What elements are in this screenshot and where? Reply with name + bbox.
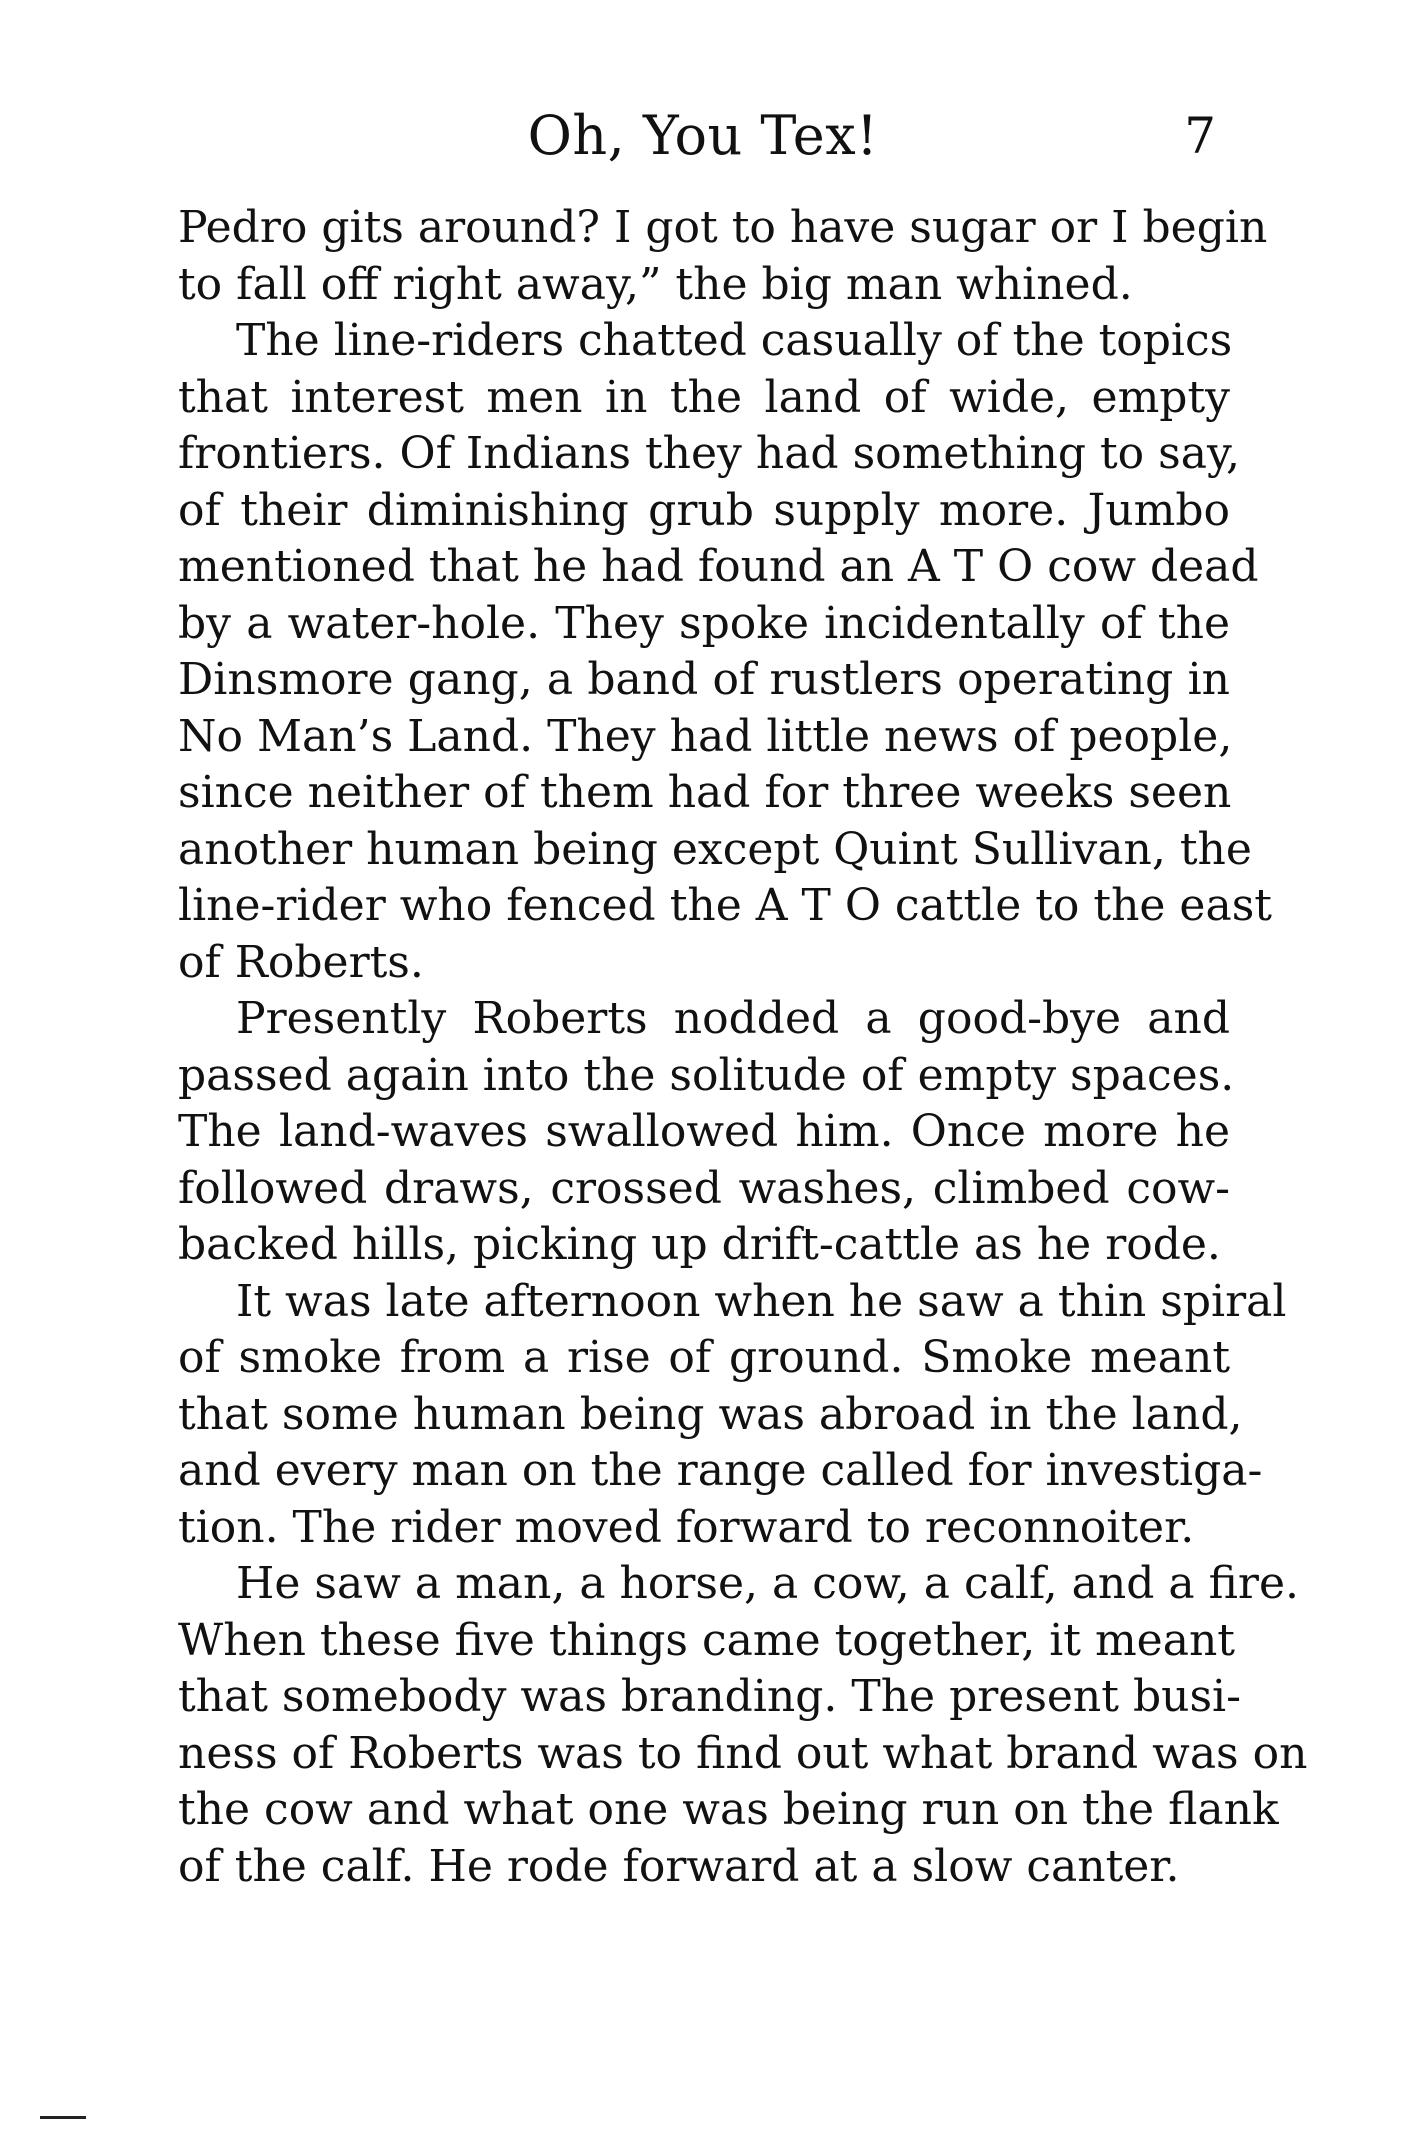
paragraph-1 <box>178 200 1268 313</box>
page-number: 7 <box>1184 107 1216 165</box>
paragraph-4 <box>178 1274 1287 1557</box>
text-line: followed draws, crossed washes, climbed cow- <box>178 1162 1230 1214</box>
text-line: by a water-hole. They spoke incidentally of the <box>178 597 1230 649</box>
text-line: When these five things came together, it meant <box>178 1614 1235 1666</box>
text-line: Pedro gits around? I got to have sugar or I begin <box>178 202 1268 253</box>
text-line: of smoke from a rise of ground. Smoke meant <box>178 1332 1230 1383</box>
text-line: that somebody was branding. The present busi- <box>178 1671 1241 1722</box>
body-text <box>178 200 1308 1895</box>
text-line: of Roberts. <box>178 936 424 988</box>
text-line: since neither of them had for three weeks seen <box>178 767 1232 818</box>
text-line: Presently Roberts nodded a good-bye and <box>236 993 1230 1044</box>
text-line: the cow and what one was being run on the flank <box>178 1784 1279 1835</box>
text-line: It was late afternoon when he saw a thin spiral <box>236 1275 1287 1327</box>
text-line: tion. The rider moved forward to reconnoiter. <box>178 1501 1195 1553</box>
text-line: mentioned that he had found an A T O cow dead <box>178 541 1259 592</box>
text-line: frontiers. Of Indians they had something to say, <box>178 428 1240 479</box>
paragraph-3 <box>178 991 1235 1274</box>
text-line: that some human being was abroad in the land, <box>178 1388 1243 1440</box>
paragraph-2 <box>178 313 1272 991</box>
text-line: No Man’s Land. They had little news of people, <box>178 710 1233 762</box>
text-line: ness of Roberts was to find out what brand was on <box>178 1727 1308 1779</box>
running-header <box>178 100 1228 180</box>
text-line: to fall off right away,” the big man whined. <box>178 258 1133 310</box>
text-line: Dinsmore gang, a band of rustlers operating in <box>178 654 1230 705</box>
page-edge-mark <box>40 2116 86 2119</box>
text-line: The line-riders chatted casually of the topics <box>236 315 1233 366</box>
text-line: of the calf. He rode forward at a slow canter. <box>178 1840 1180 1892</box>
paragraph-5 <box>178 1556 1308 1895</box>
text-line: He saw a man, a horse, a cow, a calf, and a fire. <box>236 1558 1299 1609</box>
running-title: Oh, You Tex! <box>527 104 879 167</box>
text-line: and every man on the range called for investiga- <box>178 1445 1263 1496</box>
text-line: passed again into the solitude of empty spaces. <box>178 1049 1235 1101</box>
text-line: line-rider who fenced the A T O cattle to the east <box>178 880 1272 931</box>
text-line: another human being except Quint Sullivan, the <box>178 823 1252 875</box>
text-line: backed hills, picking up drift-cattle as he rode. <box>178 1219 1221 1270</box>
text-line: The land-waves swallowed him. Once more he <box>178 1106 1230 1157</box>
text-line: that interest men in the land of wide, empty <box>178 371 1230 423</box>
text-line: of their diminishing grub supply more. Jumbo <box>178 484 1230 536</box>
